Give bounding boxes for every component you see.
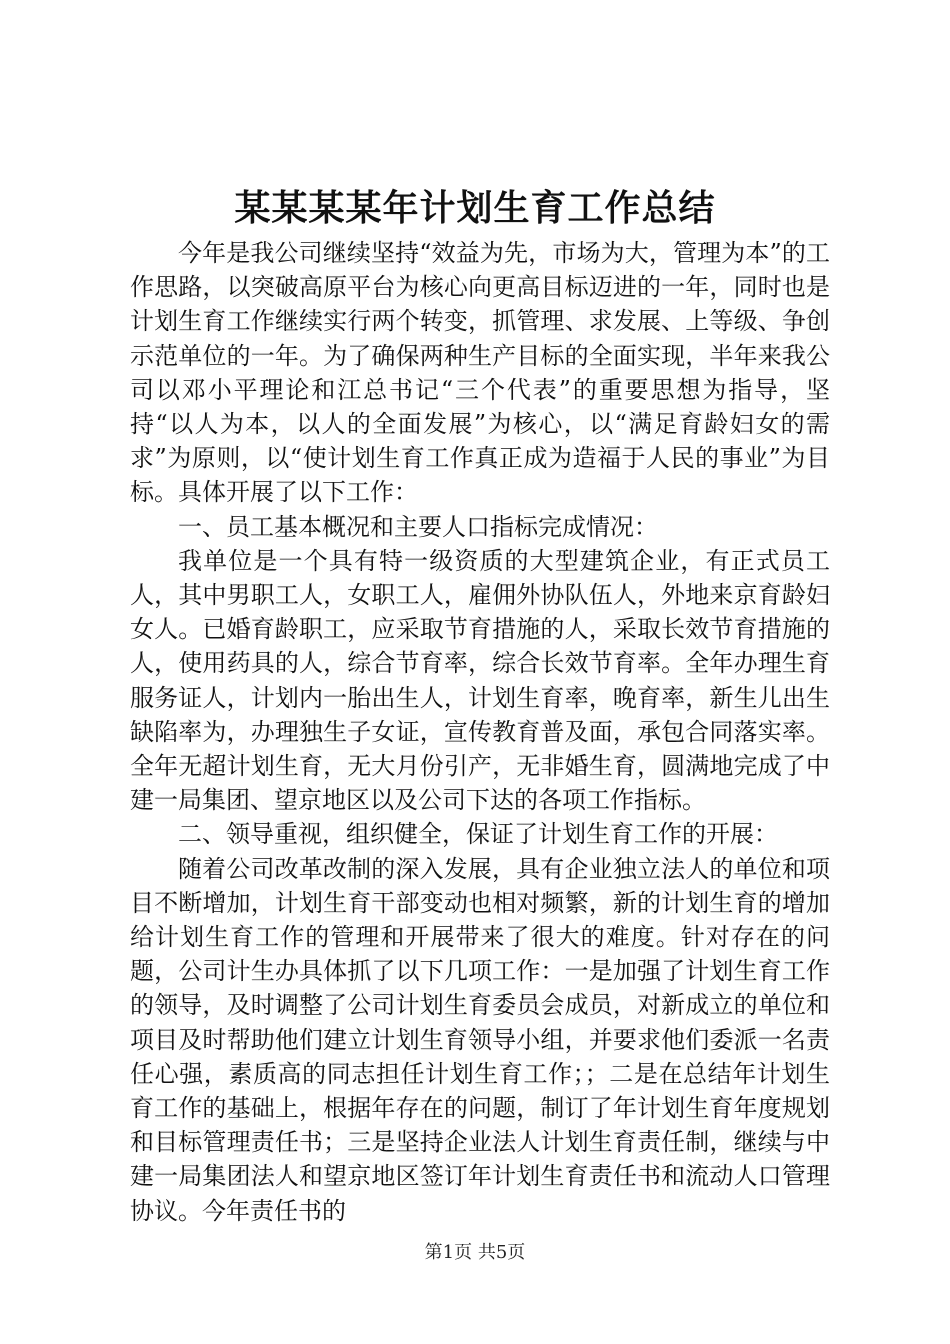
section-heading-2: 二、领导重视，组织健全，保证了计划生育工作的开展： [178, 820, 778, 849]
section-1-paragraph: 我单位是一个具有特一级资质的大型建筑企业，有正式员工人，其中男职工人，女职工人，雇佣外协队伍人，外地来京育龄妇女人。已婚育龄职工，应采取节育措施的人，采取长效节育措施的人，使用药具的人，综合节育率，综合长效节育率。全年办理生育服务证人，计划内一胎出生人，计划生育率，晚育率，新生儿出生缺陷率为，办理独生子女证，宣传教育普及面，承包合同落实率。全年无超计划生育，无大月份引产，无非婚生育，圆满地完成了中建一局集团、望京地区以及公司下达的各项工作指标。 [130, 546, 830, 815]
document-body [130, 236, 830, 1228]
page-number-footer: 第1页 共5页 [424, 1242, 526, 1263]
intro-paragraph: 今年是我公司继续坚持“效益为先，市场为大，管理为本”的工作思路，以突破高原平台为核心向更高目标迈进的一年，同时也是计划生育工作继续实行两个转变，抓管理、求发展、上等级、争创示范单位的一年。为了确保两种生产目标的全面实现，半年来我公司以邓小平理论和江总书记“三个代表”的重要思想为指导，坚持“以人为本，以人的全面发展”为核心，以“满足育龄妇女的需求”为原则，以“使计划生育工作真正成为造福于人民的事业”为目标。具体开展了以下工作： [130, 239, 830, 507]
document-title: 某某某某年计划生育工作总结 [234, 187, 716, 229]
section-heading-1: 一、员工基本概况和主要人口指标完成情况： [178, 512, 658, 541]
section-2-paragraph: 随着公司改革改制的深入发展，具有企业独立法人的单位和项目不断增加，计划生育干部变动也相对频繁，新的计划生育的增加给计划生育工作的管理和开展带来了很大的难度。针对存在的问题，公司计生办具体抓了以下几项工作：一是加强了计划生育工作的领导，及时调整了公司计划生育委员会成员，对新成立的单位和项目及时帮助他们建立计划生育领导小组，并要求他们委派一名责任心强，素质高的同志担任计划生育工作；；二是在总结年计划生育工作的基础上，根据年存在的问题，制订了年计划生育年度规划和目标管理责任书；三是坚持企业法人计划生育责任制，继续与中建一局集团法人和望京地区签订年计划生育责任书和流动人口管理协议。今年责任书的 [130, 854, 830, 1225]
